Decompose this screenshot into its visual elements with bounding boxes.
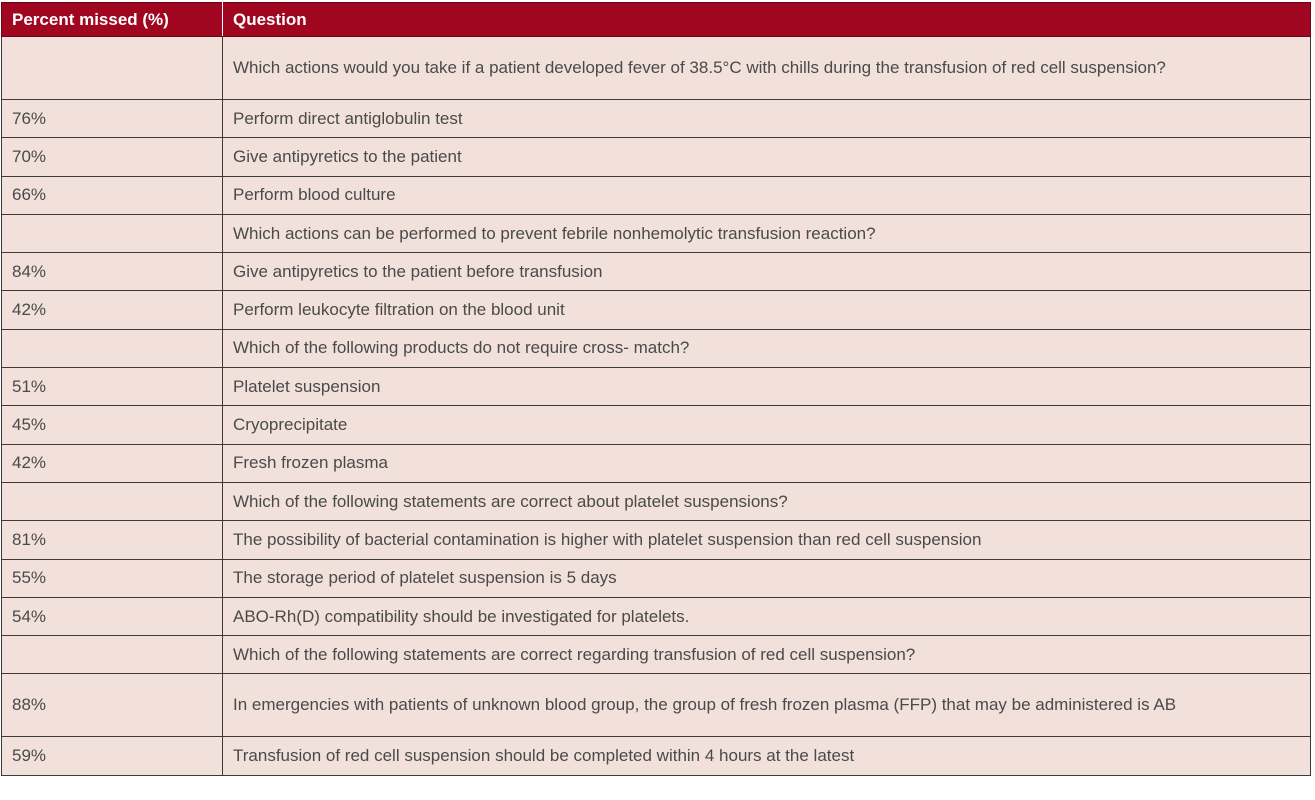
percent-missed-cell: 42% bbox=[2, 291, 223, 329]
percent-missed-cell: 88% bbox=[2, 674, 223, 737]
table-row bbox=[2, 100, 1311, 138]
question-row bbox=[2, 636, 1311, 674]
percent-missed-cell: 55% bbox=[2, 559, 223, 597]
table-row bbox=[2, 138, 1311, 176]
table-header-row bbox=[2, 3, 1311, 37]
answer-option-cell: In emergencies with patients of unknown blood group, the group of fresh frozen plasma (FFP) that may be administered is AB bbox=[223, 674, 1311, 737]
percent-missed-cell bbox=[2, 214, 223, 252]
answer-option-cell: Transfusion of red cell suspension should be completed within 4 hours at the latest bbox=[223, 737, 1311, 775]
percent-missed-cell: 70% bbox=[2, 138, 223, 176]
table-row bbox=[2, 444, 1311, 482]
percent-missed-cell: 51% bbox=[2, 368, 223, 406]
answer-option-cell: Perform direct antiglobulin test bbox=[223, 100, 1311, 138]
question-cell: Which of the following statements are correct about platelet suspensions? bbox=[223, 482, 1311, 520]
table-row bbox=[2, 368, 1311, 406]
question-cell: Which of the following statements are correct regarding transfusion of red cell suspension? bbox=[223, 636, 1311, 674]
question-row bbox=[2, 329, 1311, 367]
answer-option-cell: The possibility of bacterial contamination is higher with platelet suspension than red cell suspension bbox=[223, 521, 1311, 559]
header-percent-missed: Percent missed (%) bbox=[2, 3, 223, 37]
percent-missed-cell bbox=[2, 636, 223, 674]
question-cell: Which of the following products do not require cross- match? bbox=[223, 329, 1311, 367]
answer-option-cell: Perform leukocyte filtration on the blood unit bbox=[223, 291, 1311, 329]
answer-option-cell: Give antipyretics to the patient bbox=[223, 138, 1311, 176]
percent-missed-cell bbox=[2, 482, 223, 520]
percent-missed-cell: 66% bbox=[2, 176, 223, 214]
percent-missed-cell: 45% bbox=[2, 406, 223, 444]
table-row bbox=[2, 674, 1311, 737]
percent-missed-cell bbox=[2, 37, 223, 100]
question-cell: Which actions would you take if a patient developed fever of 38.5°C with chills during the transfusion of red cell suspension? bbox=[223, 37, 1311, 100]
table-row bbox=[2, 291, 1311, 329]
percent-missed-cell bbox=[2, 329, 223, 367]
answer-option-cell: Platelet suspension bbox=[223, 368, 1311, 406]
table-row bbox=[2, 737, 1311, 775]
table-row bbox=[2, 253, 1311, 291]
table-row bbox=[2, 521, 1311, 559]
table-row bbox=[2, 559, 1311, 597]
answer-option-cell: Perform blood culture bbox=[223, 176, 1311, 214]
percent-missed-cell: 76% bbox=[2, 100, 223, 138]
question-row bbox=[2, 37, 1311, 100]
percent-missed-cell: 42% bbox=[2, 444, 223, 482]
answer-option-cell: Give antipyretics to the patient before transfusion bbox=[223, 253, 1311, 291]
question-cell: Which actions can be performed to prevent febrile nonhemolytic transfusion reaction? bbox=[223, 214, 1311, 252]
table-row bbox=[2, 176, 1311, 214]
answer-option-cell: Fresh frozen plasma bbox=[223, 444, 1311, 482]
answer-option-cell: The storage period of platelet suspension is 5 days bbox=[223, 559, 1311, 597]
question-row bbox=[2, 214, 1311, 252]
missed-questions-table bbox=[1, 2, 1311, 776]
table-body bbox=[2, 37, 1311, 776]
percent-missed-cell: 81% bbox=[2, 521, 223, 559]
percent-missed-cell: 84% bbox=[2, 253, 223, 291]
header-question: Question bbox=[223, 3, 1311, 37]
answer-option-cell: ABO-Rh(D) compatibility should be investigated for platelets. bbox=[223, 597, 1311, 635]
percent-missed-cell: 54% bbox=[2, 597, 223, 635]
answer-option-cell: Cryoprecipitate bbox=[223, 406, 1311, 444]
table-row bbox=[2, 597, 1311, 635]
question-row bbox=[2, 482, 1311, 520]
table-row bbox=[2, 406, 1311, 444]
percent-missed-cell: 59% bbox=[2, 737, 223, 775]
